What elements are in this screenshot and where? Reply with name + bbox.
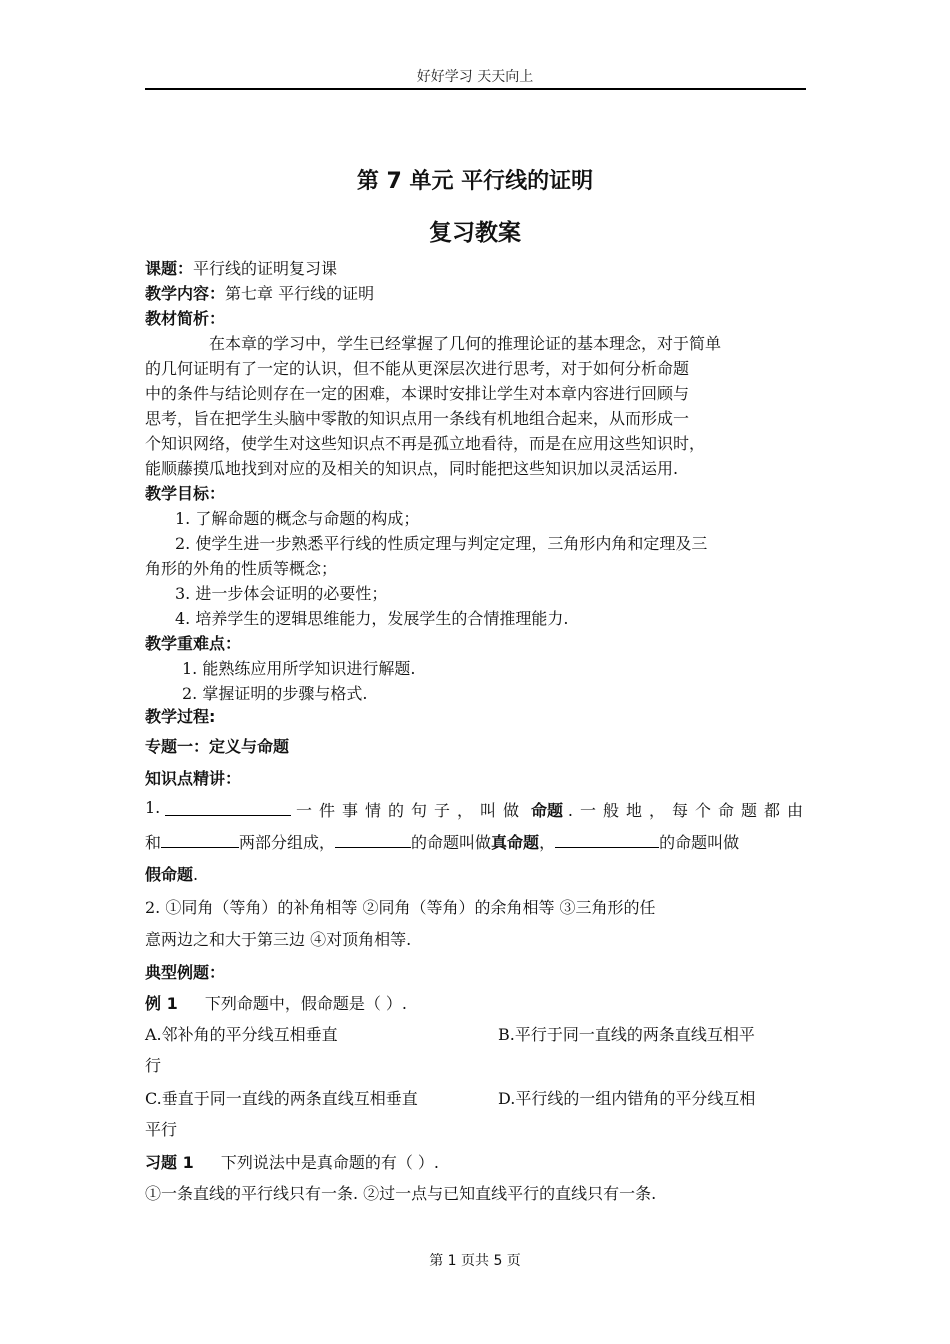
goals-label: 教学目标：	[145, 484, 226, 503]
q1-text-h: ，	[539, 833, 556, 852]
exercise-1-label: 习题 1	[145, 1153, 194, 1172]
q1-blank-1	[165, 798, 291, 816]
keypoint-item: 2. 掌握证明的步骤与格式.	[182, 684, 368, 703]
goal-item: 4. 培养学生的逻辑思维能力，发展学生的合情推理能力.	[175, 609, 569, 628]
q1-text-c: .一般地，每个命题都由	[567, 801, 810, 820]
page-header: 好好学习 天天向上	[416, 69, 534, 85]
knowledge-heading: 知识点精讲：	[145, 769, 242, 788]
option-d-wrap: 平行	[145, 1120, 178, 1139]
option-a: A.邻补角的平分线互相垂直	[145, 1025, 338, 1044]
q1-term-false: 假命题	[145, 865, 194, 884]
goal-item: 2. 使学生进一步熟悉平行线的性质定理与判定定理，三角形内角和定理及三	[175, 534, 708, 553]
q1-text-d: 和	[145, 833, 162, 852]
page-footer: 第 1 页共 5 页	[429, 1253, 521, 1269]
q1-text-f: 的命题叫做	[411, 833, 492, 852]
example-1-label: 例 1	[145, 994, 178, 1013]
examples-heading: 典型例题：	[145, 963, 226, 982]
keypoints-label: 教学重难点：	[145, 634, 242, 653]
q1-text-e: 两部分组成，	[239, 833, 336, 852]
options-row-2	[145, 1086, 810, 1109]
goal-item: 1. 了解命题的概念与命题的构成；	[175, 509, 420, 528]
meta-section	[145, 256, 810, 706]
q1-term-proposition: 命题	[530, 801, 563, 820]
content-value: 第七章 平行线的证明	[225, 284, 375, 303]
plan-title: 复习教案	[429, 220, 521, 246]
option-b-wrap: 行	[145, 1056, 162, 1075]
q1-blank-3	[335, 830, 411, 848]
question-1-line-2	[145, 830, 810, 853]
q1-text-k: .	[193, 865, 199, 884]
goal-item: 3. 进一步体会证明的必要性；	[175, 584, 388, 603]
q1-blank-2	[161, 830, 239, 848]
content-label: 教学内容：	[145, 284, 226, 303]
process-label: 教学过程:	[145, 707, 216, 726]
topic-label: 课题：	[145, 259, 194, 278]
q1-number: 1.	[145, 798, 161, 817]
unit-title: 第 7 单元 平行线的证明	[356, 169, 594, 194]
q1-text-i: 的命题叫做	[659, 833, 740, 852]
q1-term-true: 真命题	[491, 833, 540, 852]
analysis-label: 教材简析：	[145, 309, 226, 328]
question-2-line-1: 2. ①同角（等角）的补角相等 ②同角（等角）的余角相等 ③三角形的任	[145, 898, 656, 917]
exercise-1-line	[145, 1150, 810, 1173]
exercise-1-statements: ①一条直线的平行线只有一条. ②过一点与已知直线平行的直线只有一条.	[145, 1184, 657, 1203]
analysis-line: 的几何证明有了一定的认识，但不能从更深层次进行思考，对于如何分析命题	[145, 359, 690, 378]
exercise-1-text: 下列说法中是真命题的有（ ）.	[220, 1153, 439, 1172]
example-1-line	[145, 991, 810, 1014]
q1-blank-4	[555, 830, 659, 848]
analysis-line: 中的条件与结论则存在一定的困难，本课时安排让学生对本章内容进行回顾与	[145, 384, 690, 403]
question-2-line-2: 意两边之和大于第三边 ④对顶角相等.	[145, 930, 412, 949]
option-c: C.垂直于同一直线的两条直线互相垂直	[145, 1089, 418, 1108]
content-line	[145, 281, 810, 306]
options-row-1	[145, 1022, 810, 1045]
topic-line	[145, 256, 810, 281]
option-b: B.平行于同一直线的两条直线互相平	[498, 1025, 755, 1044]
header-rule	[145, 88, 806, 90]
example-1-text: 下列命题中，假命题是（ ）.	[204, 994, 407, 1013]
question-1-line-3	[145, 862, 810, 885]
q1-text-a: 一件事情的句子，叫做	[296, 801, 527, 820]
analysis-line: 思考，旨在把学生头脑中零散的知识点用一条线有机地组合起来，从而形成一	[145, 409, 690, 428]
keypoint-item: 1. 能熟练应用所学知识进行解题.	[182, 659, 416, 678]
question-1-line-1	[145, 798, 810, 821]
option-d: D.平行线的一组内错角的平分线互相	[498, 1089, 756, 1108]
analysis-line: 个知识网络，使学生对这些知识点不再是孤立地看待，而是在应用这些知识时，	[145, 434, 706, 453]
analysis-line: 能顺藤摸瓜地找到对应的及相关的知识点，同时能把这些知识加以灵活运用.	[145, 459, 679, 478]
analysis-line: 在本章的学习中，学生已经掌握了几何的推理论证的基本理念，对于简单	[209, 334, 722, 353]
goal-item: 角形的外角的性质等概念；	[145, 559, 338, 578]
topic-value: 平行线的证明复习课	[193, 259, 338, 278]
topic1-heading: 专题一：定义与命题	[145, 737, 290, 756]
